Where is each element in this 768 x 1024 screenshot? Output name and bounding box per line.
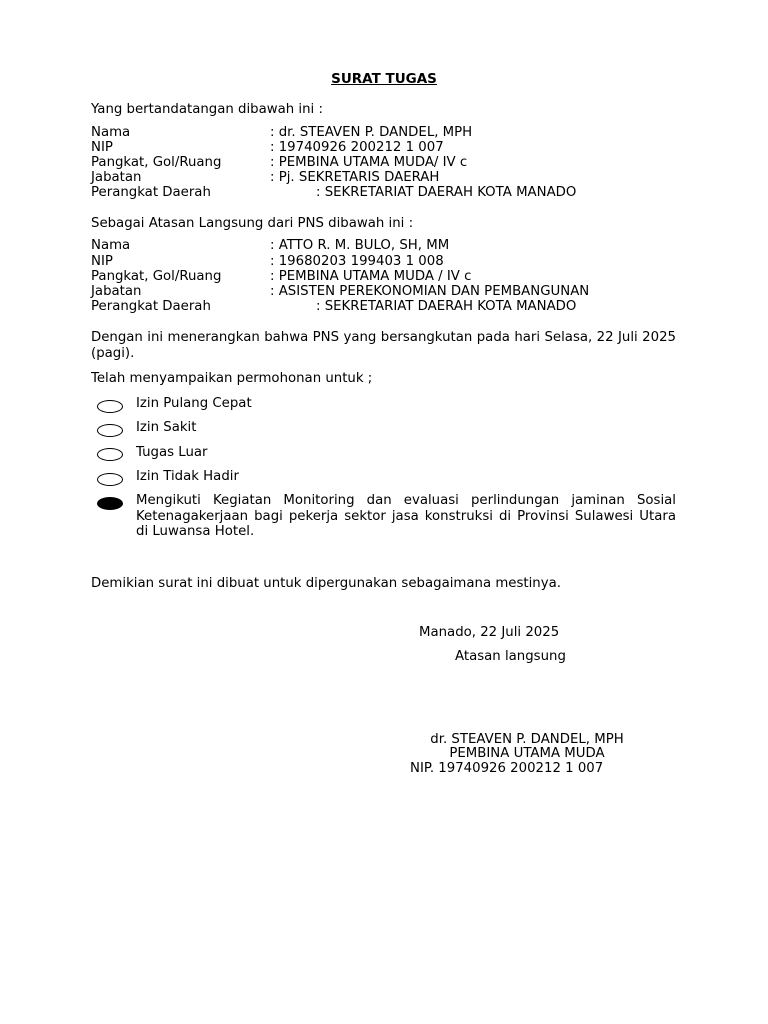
signer-nama-label: Nama	[91, 125, 131, 140]
signatory-name: dr. STEAVEN P. DANDEL, MPH	[430, 732, 624, 747]
pns-nip-label: NIP	[91, 254, 113, 269]
signer-jabatan-value: : Pj. SEKRETARIS DAERAH	[270, 170, 440, 185]
option-label: Izin Sakit	[136, 420, 197, 435]
pns-pangkat-value: : PEMBINA UTAMA MUDA / IV c	[270, 269, 472, 284]
pns-nama-label: Nama	[91, 238, 131, 253]
intro-text: Yang bertandatangan dibawah ini :	[91, 102, 323, 117]
option-label: Mengikuti Kegiatan Monitoring dan evaluasi perlindungan jaminan Sosial Ketenagakerjaan bagi pekerja sektor jasa konstruksi di Provinsi Sulawesi Utara di Luwansa Hotel.	[136, 493, 676, 539]
pns-perangkat-label: Perangkat Daerah	[91, 299, 211, 314]
request-intro-text: Telah menyampaikan permohonan untuk ;	[91, 371, 373, 386]
pns-nama-value: : ATTO R. M. BULO, SH, MM	[270, 238, 450, 253]
signer-nip-label: NIP	[91, 140, 113, 155]
signer-jabatan-label: Jabatan	[91, 170, 142, 185]
pns-jabatan-label: Jabatan	[91, 284, 142, 299]
signer-nip-value: : 19740926 200212 1 007	[270, 140, 444, 155]
option-label: Izin Tidak Hadir	[136, 469, 239, 484]
statement-paragraph: Dengan ini menerangkan bahwa PNS yang bersangkutan pada hari Selasa, 22 Juli 2025 (pagi).	[91, 330, 676, 361]
option-label: Izin Pulang Cepat	[136, 396, 252, 411]
atasan-intro-text: Sebagai Atasan Langsung dari PNS dibawah ini :	[91, 216, 414, 231]
option-radio-selected-icon[interactable]	[97, 497, 123, 510]
signer-pangkat-value: : PEMBINA UTAMA MUDA/ IV c	[270, 155, 468, 170]
closing-text: Demikian surat ini dibuat untuk dipergunakan sebagaimana mestinya.	[91, 576, 561, 591]
option-radio-icon[interactable]	[97, 424, 123, 437]
signatory-nip: NIP. 19740926 200212 1 007	[410, 761, 604, 776]
signer-perangkat-label: Perangkat Daerah	[91, 185, 211, 200]
document-title: SURAT TUGAS	[331, 71, 437, 87]
option-radio-icon[interactable]	[97, 473, 123, 486]
option-label: Tugas Luar	[136, 445, 208, 460]
signer-pangkat-label: Pangkat, Gol/Ruang	[91, 155, 222, 170]
pns-perangkat-value: : SEKRETARIAT DAERAH KOTA MANADO	[316, 299, 577, 314]
pns-jabatan-value: : ASISTEN PEREKONOMIAN DAN PEMBANGUNAN	[270, 284, 590, 299]
option-radio-icon[interactable]	[97, 448, 123, 461]
pns-pangkat-label: Pangkat, Gol/Ruang	[91, 269, 222, 284]
signer-perangkat-value: : SEKRETARIAT DAERAH KOTA MANADO	[316, 185, 577, 200]
signatory-rank: PEMBINA UTAMA MUDA	[449, 746, 605, 761]
signer-nama-value: : dr. STEAVEN P. DANDEL, MPH	[270, 125, 473, 140]
place-date: Manado, 22 Juli 2025	[419, 625, 560, 640]
option-radio-icon[interactable]	[97, 400, 123, 413]
signature-role: Atasan langsung	[455, 649, 566, 664]
pns-nip-value: : 19680203 199403 1 008	[270, 254, 444, 269]
